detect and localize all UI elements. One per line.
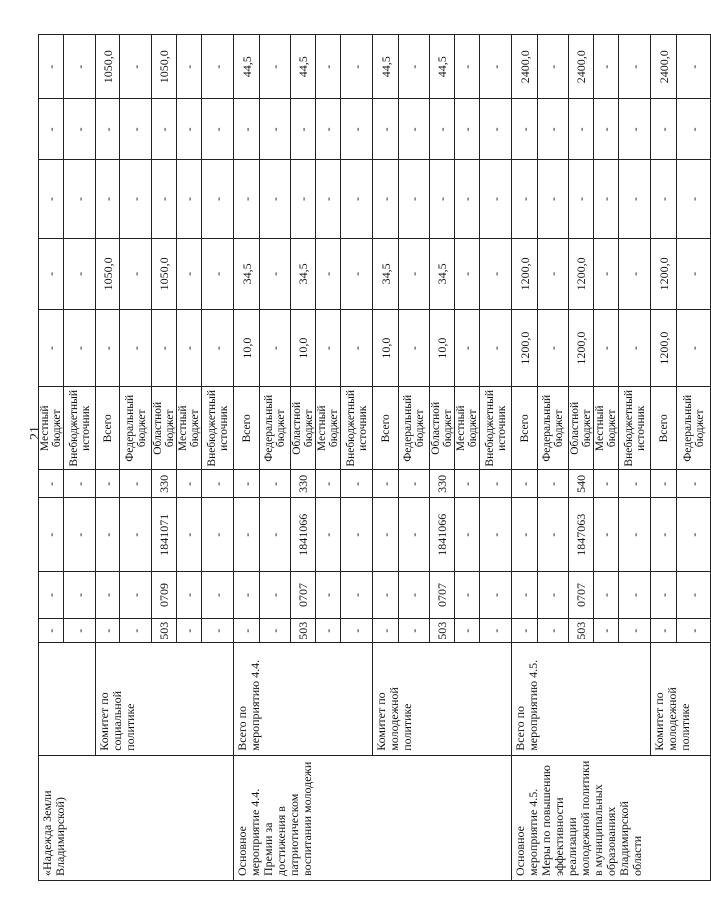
year2-cell: 34,5 (234, 238, 260, 309)
expense-type-cell: - (120, 470, 152, 498)
year3-cell: - (291, 160, 316, 238)
source-cell: Внебюджетный источник (619, 387, 651, 470)
grbs-cell: 503 (569, 618, 594, 643)
grbs-cell: - (120, 618, 152, 643)
source-cell: Всего (234, 387, 260, 470)
year1-cell: 10,0 (291, 310, 316, 387)
total-cell: - (177, 35, 202, 99)
grbs-cell: - (64, 618, 96, 643)
year1-cell: - (619, 310, 651, 387)
budget-table (38, 34, 711, 881)
target-article-cell: 1841071 (152, 498, 177, 572)
year1-cell: - (316, 310, 341, 387)
table-row (512, 35, 538, 881)
total-cell: 44,5 (234, 35, 260, 99)
year1-cell: - (480, 310, 512, 387)
expense-type-cell: - (64, 470, 96, 498)
grbs-cell: 503 (291, 618, 316, 643)
table-row (96, 35, 120, 881)
year3-cell: - (538, 160, 569, 238)
section-cell: - (594, 572, 619, 619)
responsible-cell: Комитет по молодежной политике (651, 643, 711, 755)
expense-type-cell: - (202, 470, 234, 498)
grbs-cell: - (455, 618, 480, 643)
section-cell: - (120, 572, 152, 619)
year3-cell: - (455, 160, 480, 238)
year3-cell: - (39, 160, 64, 238)
year2-cell: - (202, 238, 234, 309)
year1-cell: 1200,0 (651, 310, 677, 387)
year3-cell: - (96, 160, 120, 238)
grbs-cell: - (96, 618, 120, 643)
source-cell: Областной бюджет (291, 387, 316, 470)
total-cell: - (39, 35, 64, 99)
target-article-cell: - (316, 498, 341, 572)
year1-cell: - (341, 310, 373, 387)
total-cell: - (619, 35, 651, 99)
year2-cell: 1050,0 (152, 238, 177, 309)
total-cell: 2400,0 (651, 35, 677, 99)
section-cell: - (260, 572, 291, 619)
year4-cell: - (480, 99, 512, 160)
year1-cell: - (538, 310, 569, 387)
year2-cell: - (260, 238, 291, 309)
target-article-cell: - (373, 498, 399, 572)
year3-cell: - (651, 160, 677, 238)
source-cell: Всего (651, 387, 677, 470)
grbs-cell: 503 (152, 618, 177, 643)
source-cell: Внебюджетный источник (64, 387, 96, 470)
total-cell: - (202, 35, 234, 99)
source-cell: Федеральный бюджет (538, 387, 569, 470)
year3-cell: - (260, 160, 291, 238)
responsible-cell (39, 643, 96, 755)
total-cell: 2400,0 (569, 35, 594, 99)
year2-cell: 34,5 (291, 238, 316, 309)
section-cell: - (619, 572, 651, 619)
grbs-cell: - (234, 618, 260, 643)
grbs-cell: - (177, 618, 202, 643)
year3-cell: - (316, 160, 341, 238)
program-cell: Основное мероприятие 4.5. Меры по повышению эффективности реализации молодежной политики в муниципальных образованиях Владимирской области (512, 755, 711, 880)
year2-cell: 1200,0 (512, 238, 538, 309)
target-article-cell: - (677, 498, 711, 572)
year2-cell: - (120, 238, 152, 309)
expense-type-cell: - (399, 470, 430, 498)
source-cell: Областной бюджет (152, 387, 177, 470)
responsible-cell: Комитет по молодежной политике (373, 643, 512, 755)
year2-cell: - (399, 238, 430, 309)
year1-cell: 10,0 (373, 310, 399, 387)
total-cell: - (455, 35, 480, 99)
year2-cell: 34,5 (430, 238, 455, 309)
year3-cell: - (569, 160, 594, 238)
expense-type-cell: - (594, 470, 619, 498)
page-number: 21 (28, 426, 43, 440)
source-cell: Областной бюджет (430, 387, 455, 470)
expense-type-cell: - (260, 470, 291, 498)
year4-cell: - (291, 99, 316, 160)
section-cell: - (177, 572, 202, 619)
section-cell: - (399, 572, 430, 619)
expense-type-cell: - (538, 470, 569, 498)
target-article-cell: - (594, 498, 619, 572)
grbs-cell: - (341, 618, 373, 643)
year1-cell: 10,0 (430, 310, 455, 387)
source-cell: Федеральный бюджет (677, 387, 711, 470)
total-cell: 44,5 (373, 35, 399, 99)
section-cell: 0707 (291, 572, 316, 619)
year1-cell: - (120, 310, 152, 387)
total-cell: - (316, 35, 341, 99)
target-article-cell: 1841066 (430, 498, 455, 572)
year1-cell: - (260, 310, 291, 387)
source-cell: Всего (512, 387, 538, 470)
target-article-cell: - (120, 498, 152, 572)
section-cell: - (64, 572, 96, 619)
table-row (651, 35, 677, 881)
grbs-cell: - (202, 618, 234, 643)
section-cell: - (455, 572, 480, 619)
grbs-cell: 503 (430, 618, 455, 643)
grbs-cell: - (538, 618, 569, 643)
section-cell: - (651, 572, 677, 619)
expense-type-cell: - (96, 470, 120, 498)
year3-cell: - (177, 160, 202, 238)
grbs-cell: - (619, 618, 651, 643)
year1-cell: - (455, 310, 480, 387)
year1-cell: - (152, 310, 177, 387)
expense-type-cell: - (512, 470, 538, 498)
source-cell: Местный бюджет (316, 387, 341, 470)
total-cell: - (594, 35, 619, 99)
expense-type-cell: - (619, 470, 651, 498)
year4-cell: - (64, 99, 96, 160)
year4-cell: - (177, 99, 202, 160)
year2-cell: - (455, 238, 480, 309)
year2-cell: 1200,0 (569, 238, 594, 309)
total-cell: - (260, 35, 291, 99)
source-cell: Местный бюджет (39, 387, 64, 470)
target-article-cell: - (177, 498, 202, 572)
expense-type-cell: - (39, 470, 64, 498)
year4-cell: - (316, 99, 341, 160)
year2-cell: - (480, 238, 512, 309)
year1-cell: - (177, 310, 202, 387)
year4-cell: - (341, 99, 373, 160)
source-cell: Областной бюджет (569, 387, 594, 470)
year3-cell: - (64, 160, 96, 238)
total-cell: - (341, 35, 373, 99)
source-cell: Внебюджетный источник (480, 387, 512, 470)
year2-cell: - (594, 238, 619, 309)
year3-cell: - (619, 160, 651, 238)
year3-cell: - (152, 160, 177, 238)
year3-cell: - (594, 160, 619, 238)
year3-cell: - (480, 160, 512, 238)
total-cell: - (677, 35, 711, 99)
year4-cell: - (234, 99, 260, 160)
total-cell: 44,5 (291, 35, 316, 99)
grbs-cell: - (651, 618, 677, 643)
responsible-cell: Всего по мероприятию 4.5. (512, 643, 651, 755)
year2-cell: - (677, 238, 711, 309)
year3-cell: - (430, 160, 455, 238)
total-cell: 2400,0 (512, 35, 538, 99)
section-cell: - (341, 572, 373, 619)
expense-type-cell: - (316, 470, 341, 498)
year3-cell: - (120, 160, 152, 238)
year4-cell: - (152, 99, 177, 160)
target-article-cell: - (538, 498, 569, 572)
expense-type-cell: - (373, 470, 399, 498)
year1-cell: - (39, 310, 64, 387)
grbs-cell: - (677, 618, 711, 643)
year2-cell: 1200,0 (651, 238, 677, 309)
source-cell: Федеральный бюджет (120, 387, 152, 470)
total-cell: - (538, 35, 569, 99)
year2-cell: - (64, 238, 96, 309)
section-cell: 0707 (569, 572, 594, 619)
grbs-cell: - (399, 618, 430, 643)
year4-cell: - (455, 99, 480, 160)
year4-cell: - (202, 99, 234, 160)
year2-cell: - (538, 238, 569, 309)
target-article-cell: - (619, 498, 651, 572)
year1-cell: - (594, 310, 619, 387)
year4-cell: - (373, 99, 399, 160)
year2-cell: - (39, 238, 64, 309)
year1-cell: - (96, 310, 120, 387)
target-article-cell: - (399, 498, 430, 572)
expense-type-cell: 330 (152, 470, 177, 498)
year3-cell: - (399, 160, 430, 238)
grbs-cell: - (316, 618, 341, 643)
expense-type-cell: - (341, 470, 373, 498)
target-article-cell: - (455, 498, 480, 572)
source-cell: Внебюджетный источник (341, 387, 373, 470)
grbs-cell: - (594, 618, 619, 643)
target-article-cell: - (341, 498, 373, 572)
expense-type-cell: - (480, 470, 512, 498)
year4-cell: - (677, 99, 711, 160)
table-row (39, 35, 64, 881)
source-cell: Федеральный бюджет (260, 387, 291, 470)
year3-cell: - (234, 160, 260, 238)
grbs-cell: - (39, 618, 64, 643)
section-cell: - (316, 572, 341, 619)
responsible-cell: Комитет по социальной политике (96, 643, 234, 755)
target-article-cell: 1847063 (569, 498, 594, 572)
year4-cell: - (96, 99, 120, 160)
section-cell: - (202, 572, 234, 619)
grbs-cell: - (512, 618, 538, 643)
grbs-cell: - (260, 618, 291, 643)
total-cell: 44,5 (430, 35, 455, 99)
year4-cell: - (512, 99, 538, 160)
year4-cell: - (120, 99, 152, 160)
target-article-cell: - (234, 498, 260, 572)
program-cell: «Надежда Земли Владимирской) (39, 755, 234, 880)
program-cell: Основное мероприятие 4.4. Премии за достижения в патриотическом воспитании молодежи (234, 755, 512, 880)
table-body (39, 35, 711, 881)
grbs-cell: - (373, 618, 399, 643)
year4-cell: - (594, 99, 619, 160)
year3-cell: - (202, 160, 234, 238)
year4-cell: - (619, 99, 651, 160)
year4-cell: - (260, 99, 291, 160)
table-row (373, 35, 399, 881)
source-cell: Внебюджетный источник (202, 387, 234, 470)
source-cell: Всего (373, 387, 399, 470)
section-cell: - (96, 572, 120, 619)
expense-type-cell: - (177, 470, 202, 498)
section-cell: - (234, 572, 260, 619)
year4-cell: - (39, 99, 64, 160)
total-cell: 1050,0 (96, 35, 120, 99)
year1-cell: 1200,0 (512, 310, 538, 387)
source-cell: Местный бюджет (455, 387, 480, 470)
target-article-cell: 1841066 (291, 498, 316, 572)
total-cell: - (64, 35, 96, 99)
total-cell: - (480, 35, 512, 99)
section-cell: - (373, 572, 399, 619)
year2-cell: - (316, 238, 341, 309)
section-cell: - (538, 572, 569, 619)
target-article-cell: - (202, 498, 234, 572)
section-cell: - (39, 572, 64, 619)
expense-type-cell: - (234, 470, 260, 498)
year1-cell: 1200,0 (569, 310, 594, 387)
year2-cell: - (177, 238, 202, 309)
section-cell: - (512, 572, 538, 619)
year1-cell: - (202, 310, 234, 387)
target-article-cell: - (512, 498, 538, 572)
section-cell: 0709 (152, 572, 177, 619)
source-cell: Всего (96, 387, 120, 470)
table-row (234, 35, 260, 881)
section-cell: - (677, 572, 711, 619)
section-cell: - (480, 572, 512, 619)
target-article-cell: - (96, 498, 120, 572)
year3-cell: - (677, 160, 711, 238)
target-article-cell: - (260, 498, 291, 572)
total-cell: - (399, 35, 430, 99)
total-cell: - (120, 35, 152, 99)
year1-cell: - (677, 310, 711, 387)
year2-cell: - (619, 238, 651, 309)
year4-cell: - (538, 99, 569, 160)
source-cell: Местный бюджет (594, 387, 619, 470)
year2-cell: - (341, 238, 373, 309)
expense-type-cell: 330 (430, 470, 455, 498)
year4-cell: - (651, 99, 677, 160)
year1-cell: - (399, 310, 430, 387)
source-cell: Местный бюджет (177, 387, 202, 470)
target-article-cell: - (651, 498, 677, 572)
year4-cell: - (569, 99, 594, 160)
year2-cell: 34,5 (373, 238, 399, 309)
expense-type-cell: - (455, 470, 480, 498)
year1-cell: - (64, 310, 96, 387)
expense-type-cell: - (677, 470, 711, 498)
year3-cell: - (373, 160, 399, 238)
expense-type-cell: 540 (569, 470, 594, 498)
year4-cell: - (399, 99, 430, 160)
target-article-cell: - (480, 498, 512, 572)
rotated-table-wrapper (38, 34, 706, 881)
expense-type-cell: 330 (291, 470, 316, 498)
year2-cell: 1050,0 (96, 238, 120, 309)
year4-cell: - (430, 99, 455, 160)
source-cell: Федеральный бюджет (399, 387, 430, 470)
year1-cell: 10,0 (234, 310, 260, 387)
year3-cell: - (512, 160, 538, 238)
year3-cell: - (341, 160, 373, 238)
responsible-cell: Всего по мероприятию 4.4. (234, 643, 373, 755)
total-cell: 1050,0 (152, 35, 177, 99)
grbs-cell: - (480, 618, 512, 643)
expense-type-cell: - (651, 470, 677, 498)
target-article-cell: - (39, 498, 64, 572)
section-cell: 0707 (430, 572, 455, 619)
target-article-cell: - (64, 498, 96, 572)
